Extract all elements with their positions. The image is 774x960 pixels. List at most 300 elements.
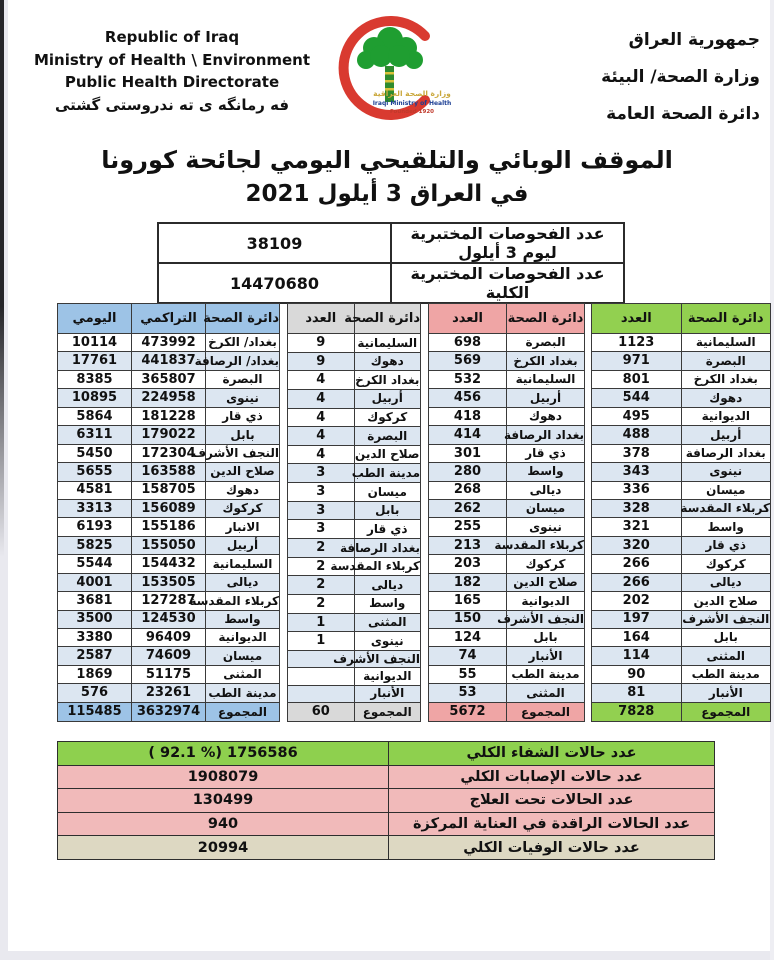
count-cell: 181228	[132, 407, 206, 425]
count-cell: 163588	[132, 463, 206, 481]
table-row	[288, 464, 421, 483]
count-cell: 1	[288, 613, 355, 632]
table-row	[592, 592, 771, 610]
directorate-name-cell: بغداد الرصافة	[681, 444, 771, 462]
header-row	[592, 304, 771, 334]
count-cell	[288, 685, 355, 702]
directorate-name-cell: ديالى	[206, 573, 280, 591]
directorate-name-cell: بابل	[354, 501, 421, 520]
summary-label-cell: عدد حالات الوفيات الكلي	[389, 836, 715, 860]
count-cell: 10114	[58, 334, 132, 352]
table-row	[429, 444, 585, 462]
directorate-name-cell: المجموع	[681, 703, 771, 722]
count-cell: 262	[429, 499, 507, 517]
count-cell: 10895	[58, 389, 132, 407]
table-row	[592, 665, 771, 683]
directorate-name-cell: النجف الأشرف	[681, 610, 771, 628]
directorate-name-cell: صلاح الدين	[354, 445, 421, 464]
table-row	[592, 334, 771, 352]
table-row	[592, 610, 771, 628]
table-row	[288, 334, 421, 353]
total-row	[429, 703, 585, 722]
directorate-name-cell: واسط	[354, 594, 421, 613]
directorate-name-cell: المجموع	[354, 703, 421, 722]
tests-label-cell: عدد الفحوصات المختبرية ليوم 3 أيلول	[391, 223, 624, 263]
table-row	[592, 389, 771, 407]
count-cell: 321	[592, 518, 682, 536]
table-row	[288, 408, 421, 427]
directorate-name-cell: الأنبار	[507, 647, 585, 665]
directorate-name-cell: نينوى	[507, 518, 585, 536]
directorate-name-cell: بابل	[507, 629, 585, 647]
summary-value-cell: 20994	[58, 836, 389, 860]
table-row	[429, 573, 585, 591]
count-cell: 55	[429, 665, 507, 683]
count-cell: 801	[592, 370, 682, 388]
count-cell: 155186	[132, 518, 206, 536]
table-row	[288, 445, 421, 464]
cases-table	[428, 303, 585, 722]
count-cell: 488	[592, 426, 682, 444]
summary-row	[58, 742, 715, 766]
directorate-name-cell: نينوى	[354, 632, 421, 651]
directorate-name-cell: صلاح الدين	[681, 592, 771, 610]
summary-label-cell: عدد حالات الإصابات الكلي	[389, 765, 715, 789]
table-row	[58, 518, 280, 536]
count-cell: 74	[429, 647, 507, 665]
vaccinations-table-container	[57, 303, 280, 722]
directorate-name-cell: الديوانية	[206, 629, 280, 647]
directorate-name-cell: ذي قار	[681, 536, 771, 554]
table-row	[429, 499, 585, 517]
directorate-name-cell: البصرة	[354, 427, 421, 446]
count-cell: 213	[429, 536, 507, 554]
table-row	[58, 592, 280, 610]
table-row	[58, 389, 280, 407]
summary-value-cell: 130499	[58, 789, 389, 813]
count-cell: 197	[592, 610, 682, 628]
count-cell: 202	[592, 592, 682, 610]
directorate-name-cell: واسط	[681, 518, 771, 536]
summary-value-cell: ( 92.1 %) 1756586	[58, 742, 389, 766]
table-row	[58, 334, 280, 352]
directorate-name-cell: دهوك	[206, 481, 280, 499]
recoveries-table-container	[591, 303, 771, 722]
directorate-name-cell: بغداد/ الكرخ	[206, 334, 280, 352]
count-cell: 4	[288, 371, 355, 390]
header-row	[58, 304, 280, 334]
total-row	[58, 703, 280, 722]
table-row	[429, 389, 585, 407]
directorate-name-cell: الانبار	[206, 518, 280, 536]
count-cell: 3500	[58, 610, 132, 628]
table-row	[429, 426, 585, 444]
directorate-name-cell: السليمانية	[206, 555, 280, 573]
table-row	[429, 370, 585, 388]
directorate-name-cell: ميسان	[354, 483, 421, 502]
table-row	[288, 389, 421, 408]
count-cell: 268	[429, 481, 507, 499]
directorate-name-cell: أربيل	[354, 389, 421, 408]
count-cell: 4581	[58, 481, 132, 499]
letterhead-line: جمهورية العراق	[628, 30, 760, 50]
count-cell: 115485	[58, 703, 132, 722]
table-row	[288, 668, 421, 685]
lab-tests-table	[157, 222, 625, 302]
directorate-name-cell: ميسان	[681, 481, 771, 499]
table-row	[592, 352, 771, 370]
column-header: العدد	[288, 304, 355, 334]
directorate-name-cell: ذي قار	[507, 444, 585, 462]
logo-founded-text: Founded 1920	[390, 109, 434, 115]
table-row	[592, 647, 771, 665]
count-cell: 266	[592, 573, 682, 591]
count-cell: 5825	[58, 536, 132, 554]
table-row	[592, 370, 771, 388]
tests-row	[158, 223, 624, 263]
table-row	[592, 499, 771, 517]
count-cell: 3380	[58, 629, 132, 647]
directorate-name-cell: بغداد الكرخ	[354, 371, 421, 390]
count-cell: 155050	[132, 536, 206, 554]
count-cell: 4	[288, 445, 355, 464]
letterhead-arabic	[544, 30, 760, 141]
directorate-name-cell: بابل	[206, 426, 280, 444]
count-cell: 158705	[132, 481, 206, 499]
count-cell: 3313	[58, 499, 132, 517]
column-header: دائرة الصحة	[354, 304, 421, 334]
table-row	[429, 684, 585, 703]
recoveries-table	[591, 303, 771, 722]
tests-value-cell: 14470680	[158, 263, 391, 303]
table-row	[592, 444, 771, 462]
count-cell: 150	[429, 610, 507, 628]
count-cell: 53	[429, 684, 507, 703]
directorate-name-cell: نينوى	[206, 389, 280, 407]
table-row	[592, 426, 771, 444]
directorate-name-cell: الأنبار	[354, 685, 421, 702]
directorate-name-cell: واسط	[507, 463, 585, 481]
table-row	[592, 463, 771, 481]
table-row	[592, 555, 771, 573]
count-cell: 3632974	[132, 703, 206, 722]
count-cell: 971	[592, 352, 682, 370]
count-cell: 3	[288, 464, 355, 483]
count-cell: 165	[429, 592, 507, 610]
directorate-name-cell: ديالى	[507, 481, 585, 499]
count-cell: 182	[429, 573, 507, 591]
directorate-name-cell: السليمانية	[681, 334, 771, 352]
column-header: دائرة الصحة	[206, 304, 280, 334]
directorate-name-cell: المثنى	[681, 647, 771, 665]
directorate-name-cell: كربلاء المقدسة	[507, 536, 585, 554]
table-row	[429, 555, 585, 573]
directorate-name-cell: بغداد/ الرصافة	[206, 352, 280, 370]
count-cell: 114	[592, 647, 682, 665]
directorate-name-cell: بابل	[681, 629, 771, 647]
directorate-name-cell: ديالى	[354, 576, 421, 595]
table-row	[58, 426, 280, 444]
logo-english-text: Iraqi Ministry of Health	[372, 100, 452, 107]
table-row	[288, 685, 421, 702]
count-cell: 320	[592, 536, 682, 554]
summary-value-cell: 1908079	[58, 765, 389, 789]
directorate-name-cell: المثنى	[206, 665, 280, 683]
letterhead-line: Republic of Iraq	[104, 28, 240, 46]
count-cell: 4	[288, 389, 355, 408]
table-row	[58, 629, 280, 647]
cases-table-container	[428, 303, 585, 722]
summary-row	[58, 789, 715, 813]
directorate-name-cell: البصرة	[206, 370, 280, 388]
count-cell: 5544	[58, 555, 132, 573]
directorate-name-cell: أربيل	[507, 389, 585, 407]
table-row	[429, 481, 585, 499]
directorate-name-cell: مدينة الطب	[354, 464, 421, 483]
directorate-name-cell: كربلاء المقدسة	[681, 499, 771, 517]
total-row	[288, 703, 421, 722]
directorate-name-cell: بغداد الرصافة	[354, 539, 421, 558]
count-cell: 81	[592, 684, 682, 703]
count-cell: 5864	[58, 407, 132, 425]
count-cell: 224958	[132, 389, 206, 407]
count-cell: 9	[288, 334, 355, 353]
directorate-name-cell: ديالى	[681, 573, 771, 591]
table-row	[288, 539, 421, 558]
count-cell: 365807	[132, 370, 206, 388]
count-cell: 127287	[132, 592, 206, 610]
deaths-table	[287, 303, 421, 722]
summary-label-cell: عدد حالات الشفاء الكلي	[389, 742, 715, 766]
count-cell: 3681	[58, 592, 132, 610]
scan-shadow-left	[0, 0, 4, 557]
directorate-name-cell: دهوك	[507, 407, 585, 425]
letterhead-kurdish-line: فه رمانگه ی ته ندروستی گشتی	[54, 95, 290, 114]
directorate-name-cell: السليمانية	[354, 334, 421, 353]
directorate-name-cell: واسط	[206, 610, 280, 628]
count-cell: 544	[592, 389, 682, 407]
table-row	[288, 371, 421, 390]
count-cell: 414	[429, 426, 507, 444]
count-cell: 495	[592, 407, 682, 425]
count-cell: 4001	[58, 573, 132, 591]
directorate-name-cell: أربيل	[206, 536, 280, 554]
count-cell: 153505	[132, 573, 206, 591]
table-row	[58, 444, 280, 462]
summary-row	[58, 812, 715, 836]
count-cell: 301	[429, 444, 507, 462]
table-row	[58, 463, 280, 481]
directorate-name-cell: المجموع	[206, 703, 280, 722]
directorate-name-cell: أربيل	[681, 426, 771, 444]
count-cell: 266	[592, 555, 682, 573]
table-row	[58, 647, 280, 665]
header-row	[288, 304, 421, 334]
directorate-name-cell: مدينة الطب	[507, 665, 585, 683]
summary-label-cell: عدد الحالات الراقدة في العناية المركزة	[389, 812, 715, 836]
count-cell: 569	[429, 352, 507, 370]
table-row	[429, 407, 585, 425]
count-cell: 203	[429, 555, 507, 573]
count-cell: 2587	[58, 647, 132, 665]
count-cell: 90	[592, 665, 682, 683]
directorate-name-cell: بغداد الرصافة	[507, 426, 585, 444]
table-row	[288, 557, 421, 576]
summary-totals-table	[57, 741, 715, 860]
count-cell: 9	[288, 352, 355, 371]
table-row	[58, 610, 280, 628]
table-row	[429, 610, 585, 628]
directorate-name-cell: ذي قار	[206, 407, 280, 425]
directorate-name-cell: الديوانية	[507, 592, 585, 610]
count-cell: 3	[288, 483, 355, 502]
count-cell: 328	[592, 499, 682, 517]
count-cell: 154432	[132, 555, 206, 573]
directorate-name-cell: البصرة	[681, 352, 771, 370]
scan-edge-bottom	[0, 951, 774, 960]
summary-row	[58, 836, 715, 860]
letterhead-line: Ministry of Health \ Environment	[33, 50, 311, 69]
directorate-name-cell: كركوك	[681, 555, 771, 573]
directorate-name-cell: ذي قار	[354, 520, 421, 539]
table-row	[58, 684, 280, 703]
directorate-name-cell: نينوى	[681, 463, 771, 481]
count-cell: 280	[429, 463, 507, 481]
column-header: اليومي	[58, 304, 132, 334]
table-row	[58, 499, 280, 517]
tests-value-cell: 38109	[158, 223, 391, 263]
count-cell: 1	[288, 632, 355, 651]
directorate-name-cell: المثنى	[354, 613, 421, 632]
table-row	[429, 334, 585, 352]
letterhead-line: وزارة الصحة/ البيئة	[601, 67, 760, 87]
count-cell: 96409	[132, 629, 206, 647]
count-cell: 7828	[592, 703, 682, 722]
table-row	[429, 518, 585, 536]
count-cell: 8385	[58, 370, 132, 388]
directorate-name-cell: كركوك	[507, 555, 585, 573]
count-cell: 74609	[132, 647, 206, 665]
count-cell: 441837	[132, 352, 206, 370]
count-cell: 5655	[58, 463, 132, 481]
directorate-name-cell: السليمانية	[507, 370, 585, 388]
table-row	[288, 427, 421, 446]
directorate-name-cell: النجف الأشرف	[206, 444, 280, 462]
letterhead-english	[20, 26, 324, 116]
table-row	[288, 594, 421, 613]
header-row	[429, 304, 585, 334]
directorate-name-cell: المجموع	[507, 703, 585, 722]
table-row	[58, 536, 280, 554]
count-cell: 418	[429, 407, 507, 425]
count-cell: 1123	[592, 334, 682, 352]
count-cell: 576	[58, 684, 132, 703]
report-title-line2: في العراق 3 أيلول 2021	[245, 181, 529, 207]
count-cell: 124	[429, 629, 507, 647]
table-row	[288, 520, 421, 539]
count-cell: 2	[288, 557, 355, 576]
tests-row	[158, 263, 624, 303]
table-row	[429, 592, 585, 610]
directorate-name-cell: كركوك	[354, 408, 421, 427]
count-cell: 17761	[58, 352, 132, 370]
table-row	[58, 555, 280, 573]
table-row	[288, 613, 421, 632]
table-row	[58, 573, 280, 591]
column-header: دائرة الصحة	[507, 304, 585, 334]
count-cell: 172304	[132, 444, 206, 462]
directorate-name-cell: صلاح الدين	[507, 573, 585, 591]
count-cell: 5672	[429, 703, 507, 722]
table-row	[592, 573, 771, 591]
table-row	[592, 629, 771, 647]
table-row	[288, 576, 421, 595]
table-row	[288, 650, 421, 667]
directorate-name-cell: النجف الأشرف	[333, 651, 420, 666]
logo-arabic-text: وزارة الصحة العراقية	[373, 89, 451, 98]
directorate-name-cell: الأنبار	[681, 684, 771, 703]
vaccinations-table	[57, 303, 280, 722]
summary-label-cell: عدد الحالات تحت العلاج	[389, 789, 715, 813]
table-row	[429, 647, 585, 665]
table-row	[58, 665, 280, 683]
count-cell: 2	[288, 576, 355, 595]
count-cell: 179022	[132, 426, 206, 444]
directorate-name-cell: كربلاء المقدسة	[354, 557, 421, 576]
directorate-name-cell: صلاح الدين	[206, 463, 280, 481]
table-row	[592, 684, 771, 703]
count-cell: 23261	[132, 684, 206, 703]
directorate-name-cell: كركوك	[206, 499, 280, 517]
count-cell: 343	[592, 463, 682, 481]
table-row	[592, 536, 771, 554]
table-row	[592, 481, 771, 499]
directorate-name-cell: ميسان	[507, 499, 585, 517]
table-row	[592, 407, 771, 425]
letterhead-line: دائرة الصحة العامة	[606, 104, 760, 124]
letterhead-line: Public Health Directorate	[64, 73, 280, 91]
directorate-name-cell: المثنى	[507, 684, 585, 703]
count-cell: 2	[288, 539, 355, 558]
column-header: دائرة الصحة	[681, 304, 771, 334]
table-row	[288, 632, 421, 651]
count-cell: 456	[429, 389, 507, 407]
count-cell: 60	[288, 703, 355, 722]
table-row	[429, 352, 585, 370]
directorate-name-cell: مدينة الطب	[681, 665, 771, 683]
directorate-name-cell: البصرة	[507, 334, 585, 352]
directorate-name-cell: دهوك	[354, 352, 421, 371]
directorate-name-cell: مدينة الطب	[206, 684, 280, 703]
table-row	[58, 352, 280, 370]
count-cell: 378	[592, 444, 682, 462]
tests-label-cell: عدد الفحوصات المختبرية الكلية	[391, 263, 624, 303]
table-row	[429, 665, 585, 683]
table-row	[288, 352, 421, 371]
directorate-name-cell: ميسان	[206, 647, 280, 665]
table-row	[592, 518, 771, 536]
count-cell: 698	[429, 334, 507, 352]
count-cell: 156089	[132, 499, 206, 517]
crescent-palm-logo-icon	[324, 8, 456, 140]
table-row	[429, 629, 585, 647]
table-row	[288, 483, 421, 502]
deaths-table-container	[287, 303, 421, 722]
directorate-name-cell: كربلاء المقدسة	[206, 592, 280, 610]
count-cell: 1869	[58, 665, 132, 683]
total-row	[592, 703, 771, 722]
count-cell: 3	[288, 501, 355, 520]
